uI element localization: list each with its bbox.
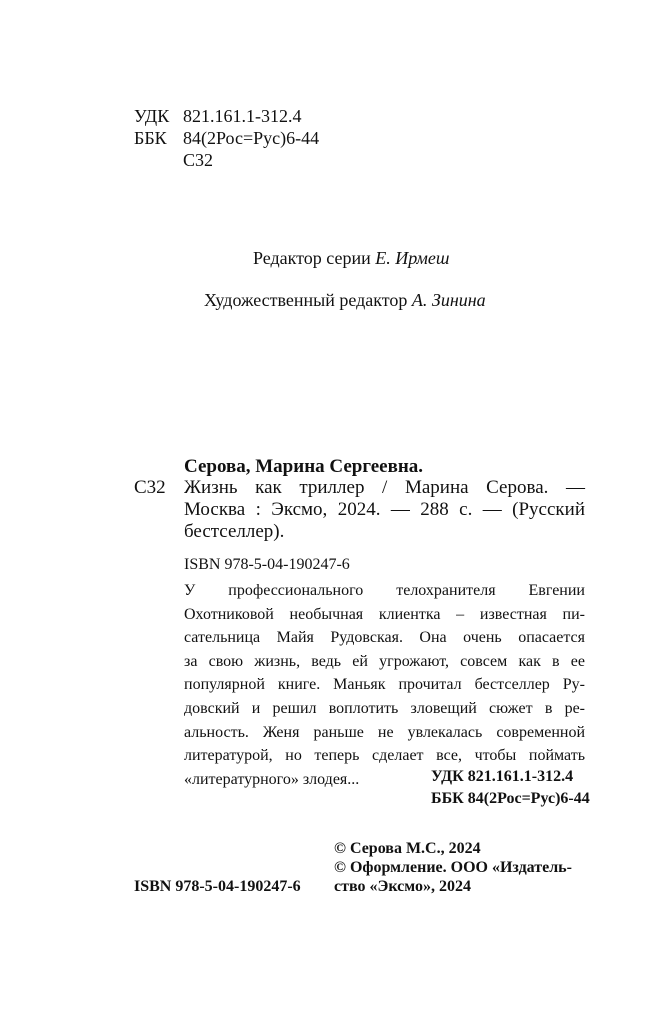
record-isbn: ISBN 978-5-04-190247-6 [184,556,350,573]
bbk-row [134,127,319,149]
udk-row [134,105,319,127]
series-editor-name: Е. Ирмеш [375,248,450,268]
title-line-1: Жизнь как триллер / Марина Серова. — [184,477,585,498]
udk-value: 821.161.1-312.4 [183,106,302,126]
udk-label: УДК [134,106,170,126]
bbk-value: 84(2Рос=Рус)6-44 [183,128,320,148]
bottom-isbn: ISBN 978-5-04-190247-6 [134,878,301,895]
copyright-author: © Серова М.С., 2024 [334,840,481,857]
annotation-line: Охотниковой необычная клиентка – известная пи- [184,605,585,623]
annotation-line: популярной книге. Маньяк прочитал бестселлер Ру- [184,676,585,694]
title-line-3: бестселлер). [184,521,285,542]
classification-block [134,105,319,171]
footer-udk: УДК 821.161.1-312.4 [431,768,574,785]
art-editor-name: А. Зинина [411,290,486,310]
footer-bbk: ББК 84(2Рос=Рус)6-44 [431,790,590,807]
annotation-line: за свою жизнь, ведь ей угрожают, совсем как в ее [184,652,585,670]
annotation-line: сательница Майя Рудовская. Она очень опасается [184,629,585,647]
series-editor-role: Редактор серии [253,248,371,268]
annotation [184,579,585,791]
annotation-line: альность. Женя раньше не увлекалась современной [184,723,585,741]
author-heading: Серова, Марина Сергеевна. [184,456,424,477]
series-editor-line [253,247,449,269]
art-editor-line [204,289,486,311]
author-mark-top: С32 [183,150,214,170]
bbk-label: ББК [134,128,167,148]
annotation-line: «литературного» злодея... [184,770,360,788]
annotation-line: довский и решил воплотить зловещий сюжет в ре- [184,699,585,717]
title-line-2: Москва : Эксмо, 2024. — 288 с. — (Русский [184,499,585,520]
annotation-line: литературой, но теперь сделает все, чтобы поймать [184,747,585,765]
annotation-line: У профессионального телохранителя Евгении [184,582,585,599]
art-editor-role: Художественный редактор [204,290,408,310]
author-mark-record: С32 [134,477,166,498]
author-mark-row [134,149,319,171]
copyright-design-line-2: ство «Эксмо», 2024 [334,878,471,895]
copyright-design-line-1: © Оформление. ООО «Издатель- [334,859,572,876]
